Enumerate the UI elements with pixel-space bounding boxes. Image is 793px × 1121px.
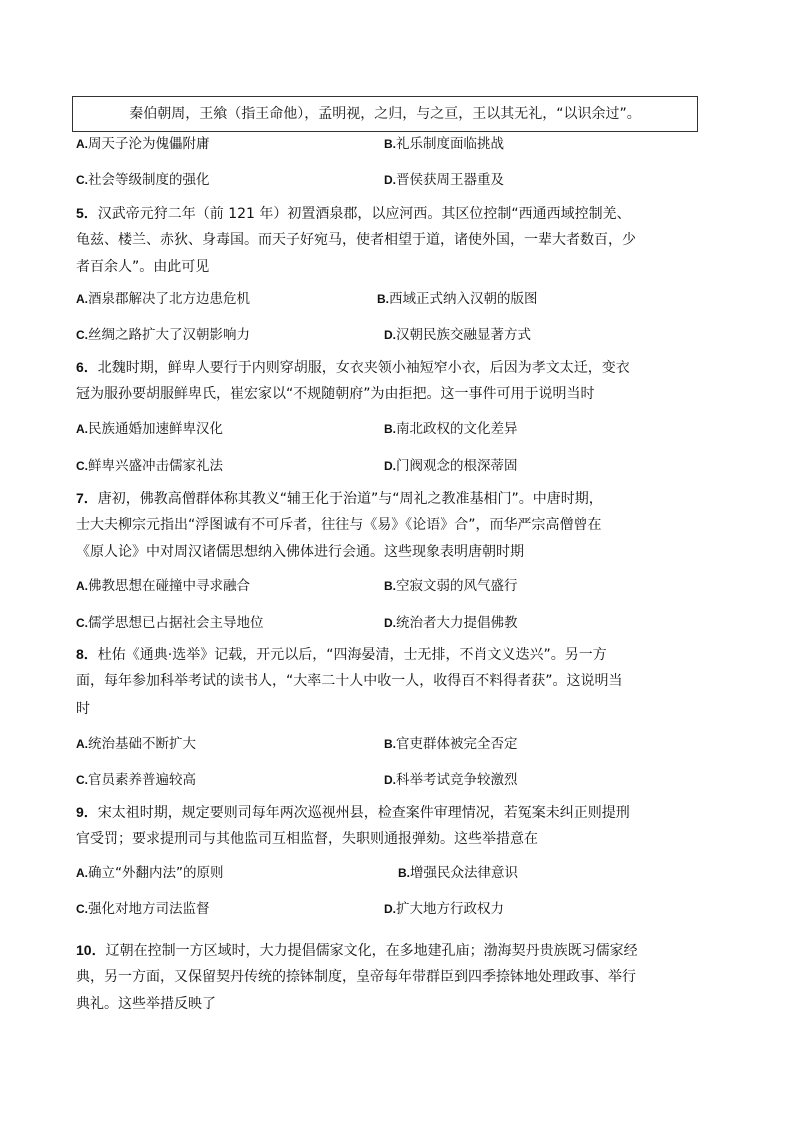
option-label: B. (384, 737, 396, 751)
option-label: C. (76, 773, 88, 787)
q9-option-d[interactable] (384, 900, 504, 918)
question-text: 北魏时期，鲜卑人要行于内则穿胡服，女衣夹领小袖短窄小衣，后因为孝文太迁，变衣 (97, 360, 630, 376)
q7-stem-line1 (76, 489, 603, 508)
option-label: A. (76, 866, 88, 880)
q5-option-b[interactable] (377, 290, 538, 308)
q8-option-c[interactable] (76, 771, 196, 789)
option-text: 周天子沦为傀儡附庸 (88, 136, 210, 152)
option-label: B. (384, 137, 396, 151)
option-text: 统治基础不断扩大 (88, 736, 196, 752)
q9-stem-line2: 官受罚；要求提刑司与其他监司互相监督，失职则通报弹劾。这些举措意在 (76, 831, 538, 847)
option-label: D. (384, 328, 396, 342)
option-text: 扩大地方行政权力 (396, 901, 504, 917)
option-label: C. (76, 459, 88, 473)
option-label: D. (384, 459, 396, 473)
question-text: 唐初，佛教高僧群体称其教义“辅王化于治道”与“周礼之教准基相门”。中唐时期， (97, 491, 603, 507)
option-text: 社会等级制度的强化 (88, 172, 210, 188)
option-label: A. (76, 737, 88, 751)
option-text: 儒学思想已占据社会主导地位 (88, 615, 264, 631)
q6-option-b[interactable] (384, 420, 518, 438)
option-text: 酒泉郡解决了北方边患危机 (88, 291, 250, 307)
option-text: 汉朝民族交融显著方式 (396, 327, 531, 343)
option-text: 丝绸之路扩大了汉朝影响力 (88, 327, 250, 343)
quote-box: 秦伯朝周，王飨（指王命他），孟明视，之归，与之亘，王以其无礼，“以识余过”。 (72, 96, 698, 132)
question-text: 汉武帝元狩二年（前 121 年）初置酒泉郡，以应河西。其区位控制“西通西域控制羌、 (97, 206, 631, 222)
option-text: 确立“外翻内法”的原则 (88, 865, 224, 881)
q9-option-b[interactable] (398, 864, 518, 882)
q8-option-a[interactable] (76, 735, 196, 753)
option-label: A. (76, 579, 88, 593)
option-label: C. (76, 902, 88, 916)
q4-option-d[interactable] (384, 171, 504, 189)
question-number: 5． (76, 205, 98, 221)
option-label: D. (384, 902, 396, 916)
option-text: 官吏群体被完全否定 (396, 736, 518, 752)
option-text: 佛教思想在碰撞中寻求融合 (88, 578, 250, 594)
option-text: 门阀观念的根深蒂固 (396, 458, 518, 474)
option-text: 南北政权的文化差异 (396, 421, 518, 437)
q7-option-d[interactable] (384, 614, 518, 632)
q8-stem-line2: 面，每年参加科举考试的读书人，“大率二十人中收一人，收得百不料得者获”。这说明当 (76, 673, 623, 689)
q7-option-a[interactable] (76, 577, 250, 595)
option-text: 强化对地方司法监督 (88, 901, 210, 917)
option-label: A. (76, 422, 88, 436)
q6-stem-line1 (76, 358, 630, 377)
question-number: 6． (76, 359, 98, 375)
option-text: 科举考试竞争较激烈 (396, 772, 518, 788)
q10-stem-line1 (76, 941, 638, 960)
q8-stem-line1 (76, 645, 607, 664)
option-label: B. (384, 422, 396, 436)
option-label: C. (76, 328, 88, 342)
question-number: 7． (76, 490, 98, 506)
q9-option-a[interactable] (76, 864, 224, 882)
q4-option-a[interactable] (76, 135, 210, 153)
option-text: 礼乐制度面临挑战 (396, 136, 504, 152)
question-number: 10． (76, 942, 106, 958)
q7-stem-line2: 士大夫柳宗元指出“浮图诚有不可斥者，往往与《易》《论语》合”，而华严宗高僧曾在 (76, 517, 602, 533)
q10-stem-line2: 典，另一方面，又保留契丹传统的捺钵制度，皇帝每年带群臣到四季捺钵地处理政事、举行 (76, 969, 636, 985)
q4-option-c[interactable] (76, 171, 210, 189)
option-text: 空寂文弱的风气盛行 (396, 578, 518, 594)
question-number: 8． (76, 646, 98, 662)
q6-option-c[interactable] (76, 457, 223, 475)
q7-option-b[interactable] (384, 577, 518, 595)
option-label: D. (384, 173, 396, 187)
q5-stem-line2: 龟兹、楼兰、赤狄、身毒国。而天子好宛马，使者相望于道，诸使外国，一辈大者数百，少 (76, 232, 636, 248)
q8-option-b[interactable] (384, 735, 518, 753)
option-text: 统治者大力提倡佛教 (396, 615, 518, 631)
option-label: A. (76, 137, 88, 151)
option-label: C. (76, 616, 88, 630)
option-label: A. (76, 292, 88, 306)
option-label: D. (384, 773, 396, 787)
option-label: B. (398, 866, 410, 880)
question-text: 辽朝在控制一方区域时，大力提倡儒家文化，在多地建孔庙；渤海契丹贵族既习儒家经 (105, 943, 638, 959)
q5-option-a[interactable] (76, 290, 250, 308)
option-text: 官员素养普遍较高 (88, 772, 196, 788)
option-label: C. (76, 173, 88, 187)
option-text: 民族通婚加速鲜卑汉化 (88, 421, 223, 437)
question-number: 9． (76, 804, 98, 820)
q4-option-b[interactable] (384, 135, 504, 153)
q8-option-d[interactable] (384, 771, 518, 789)
question-text: 杜佑《通典·选举》记载，开元以后，“四海晏清，士无排，不肖文义迭兴”。另一方 (97, 647, 607, 663)
q9-stem-line1 (76, 803, 630, 822)
q10-stem-line3: 典礼。这些举措反映了 (76, 996, 216, 1012)
question-text: 宋太祖时期，规定要则司每年两次巡视州县，检查案件审理情况，若冤案未纠正则提刑 (97, 805, 630, 821)
q6-stem-line2: 冠为服孙要胡服鲜卑氏，崔宏家以“不规随朝府”为由拒把。这一事件可用于说明当时 (76, 386, 595, 402)
q6-option-d[interactable] (384, 457, 518, 475)
option-label: B. (377, 292, 389, 306)
q5-stem-line3: 者百余人”。由此可见 (76, 259, 210, 275)
q9-option-c[interactable] (76, 900, 210, 918)
option-label: B. (384, 579, 396, 593)
q8-stem-line3: 时 (76, 701, 90, 717)
q5-stem-line1 (76, 204, 631, 223)
q7-option-c[interactable] (76, 614, 264, 632)
option-text: 增强民众法律意识 (410, 865, 518, 881)
option-label: D. (384, 616, 396, 630)
option-text: 鲜卑兴盛冲击儒家礼法 (88, 458, 223, 474)
option-text: 晋侯获周王器重及 (396, 172, 504, 188)
q5-option-d[interactable] (384, 326, 531, 344)
q5-option-c[interactable] (76, 326, 250, 344)
q7-stem-line3: 《原人论》中对周汉诸儒思想纳入佛体进行会通。这些现象表明唐朝时期 (76, 544, 524, 560)
option-text: 西域正式纳入汉朝的版图 (389, 291, 538, 307)
q6-option-a[interactable] (76, 420, 223, 438)
